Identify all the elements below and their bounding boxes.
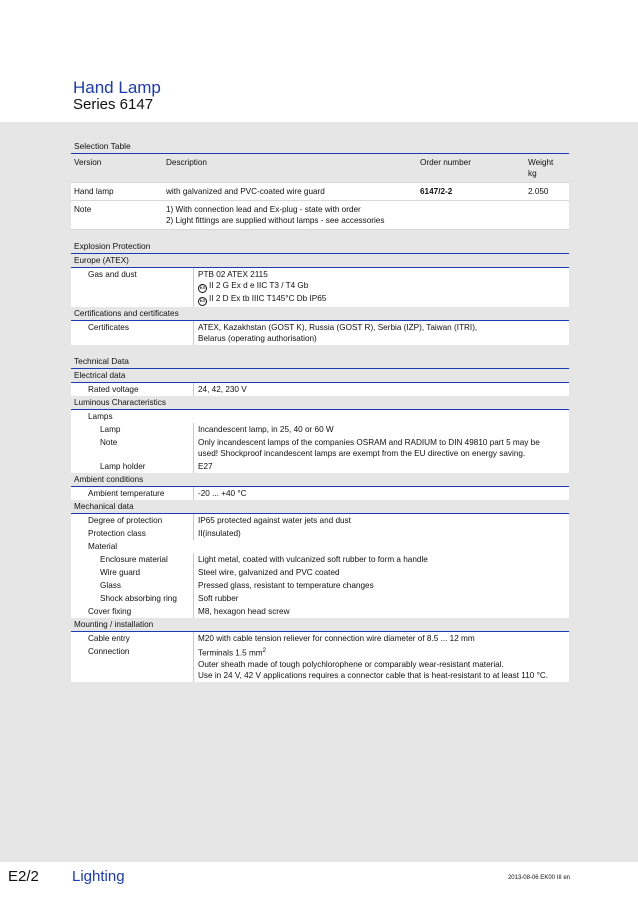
glass-row <box>71 579 569 592</box>
lamps-row <box>71 410 569 423</box>
group-ambient: Ambient conditions <box>71 473 569 487</box>
note-line-1: 1) With connection lead and Ex-plug - state with order <box>166 205 361 214</box>
wire-guard-label: Wire guard <box>100 568 141 577</box>
group-luminous: Luminous Characteristics <box>71 396 569 410</box>
shock-ring-value: Soft rubber <box>193 592 569 605</box>
connection-superscript: 2 <box>262 648 266 654</box>
certificates-label: Certificates <box>88 323 129 332</box>
lamp-note-line-2: used! Shockproof incandescent lamps are exempt from the EU directive on energy saving. <box>198 449 526 458</box>
lamp-note-line-1: Only incandescent lamps of the companies OSRAM and RADIUM to DIN 49810 part 5 may be <box>198 438 540 447</box>
lamps-label: Lamps <box>88 412 113 421</box>
page-title: Hand Lamp <box>73 78 161 97</box>
gas-marking: II 2 G Ex d e IIC T3 / T4 Gb <box>209 281 309 290</box>
lamp-holder-row <box>71 460 569 473</box>
certificates-row <box>71 321 569 345</box>
cover-fixing-label: Cover fixing <box>88 607 132 616</box>
row-description: with galvanized and PVC-coated wire guard <box>166 187 325 196</box>
connection-row <box>71 645 569 682</box>
rated-voltage-value: 24, 42, 230 V <box>193 383 569 396</box>
certificates-line-2: Belarus (operating authorisation) <box>198 334 317 343</box>
group-electrical: Electrical data <box>71 369 569 383</box>
group-mechanical: Mechanical data <box>71 500 569 514</box>
dust-marking-line <box>198 293 565 306</box>
enclosure-label: Enclosure material <box>100 555 168 564</box>
page-header <box>0 0 638 122</box>
gas-dust-label: Gas and dust <box>88 270 137 279</box>
lamp-note-label: Note <box>100 438 118 447</box>
connection-terminals: Terminals 1.5 mm <box>198 648 263 658</box>
col-weight <box>525 154 569 182</box>
connection-line-3: Use in 24 V, 42 V applications requires a connector cable that is heat-resistant to at least 110 °C. <box>198 670 549 680</box>
connection-label: Connection <box>88 647 130 656</box>
lamp-row <box>71 423 569 436</box>
ambient-temp-value: -20 ... +40 °C <box>193 487 569 500</box>
ex-icon: Ex <box>199 285 206 291</box>
lamp-holder-label: Lamp holder <box>100 462 146 471</box>
group-europe-atex: Europe (ATEX) <box>71 254 569 268</box>
lamp-holder-value: E27 <box>193 460 569 473</box>
material-row <box>71 540 569 553</box>
protection-degree-value: IP65 protected against water jets and dust <box>193 514 569 527</box>
cover-fixing-value: M8, hexagon head screw <box>193 605 569 618</box>
shock-ring-row <box>71 592 569 605</box>
enclosure-value: Light metal, coated with vulcanized soft rubber to form a handle <box>193 553 569 566</box>
col-order-number: Order number <box>420 158 471 167</box>
gas-marking-line <box>198 280 565 293</box>
protection-class-value: II(insulated) <box>193 527 569 540</box>
lamp-value: Incandescent lamp, in 25, 40 or 60 W <box>193 423 569 436</box>
lamp-label: Lamp <box>100 425 121 434</box>
rated-voltage-label: Rated voltage <box>88 385 139 394</box>
selection-table-title: Selection Table <box>71 138 569 154</box>
connection-line-2: Outer sheath made of tough polychlorophene or comparably wear-resistant material. <box>198 659 504 669</box>
rated-voltage-row <box>71 383 569 396</box>
footer-category: Lighting <box>72 868 125 885</box>
selection-table-header <box>71 154 569 183</box>
row-weight: 2.050 <box>528 187 549 196</box>
material-value <box>193 540 569 553</box>
datasheet <box>71 138 569 682</box>
wire-guard-value: Steel wire, galvanized and PVC coated <box>193 566 569 579</box>
glass-value: Pressed glass, resistant to temperature changes <box>193 579 569 592</box>
note-row <box>71 201 569 230</box>
enclosure-row <box>71 553 569 566</box>
group-mounting: Mounting / installation <box>71 618 569 632</box>
row-version: Hand lamp <box>74 187 114 196</box>
note-line-2: 2) Light fittings are supplied without lamps - see accessories <box>166 216 385 225</box>
explosion-protection-title: Explosion Protection <box>71 238 569 254</box>
table-row <box>71 183 569 201</box>
ambient-temp-row <box>71 487 569 500</box>
glass-label: Glass <box>100 581 121 590</box>
technical-data-title: Technical Data <box>71 353 569 369</box>
group-certifications: Certifications and certificates <box>71 307 569 321</box>
dust-marking: II 2 D Ex tb IIIC T145°C Db IP65 <box>209 294 327 303</box>
certificates-line-1: ATEX, Kazakhstan (GOST K), Russia (GOST R), Serbia (IZP), Taiwan (ITRI), <box>198 323 478 332</box>
cover-fixing-row <box>71 605 569 618</box>
protection-class-row <box>71 527 569 540</box>
protection-degree-label: Degree of protection <box>88 516 163 525</box>
note-text <box>163 201 569 229</box>
col-description: Description <box>166 158 207 167</box>
cable-entry-value: M20 with cable tension reliever for connection wire diameter of 8.5 ... 12 mm <box>193 632 569 645</box>
wire-guard-row <box>71 566 569 579</box>
shock-ring-label: Shock absorbing ring <box>100 594 177 603</box>
protection-degree-row <box>71 514 569 527</box>
cable-entry-row <box>71 632 569 645</box>
lamps-value <box>193 410 569 423</box>
col-weight-unit: kg <box>528 169 537 178</box>
note-label: Note <box>74 205 92 214</box>
col-weight-label: Weight <box>528 158 554 167</box>
footer-code: 2013-08-06 EK00 III en <box>507 875 570 881</box>
certificates-values <box>193 321 569 345</box>
lamp-note-row <box>71 436 569 460</box>
page-number: E2/2 <box>8 868 39 885</box>
gas-dust-values <box>193 268 569 307</box>
cable-entry-label: Cable entry <box>88 634 130 643</box>
ambient-temp-label: Ambient temperature <box>88 489 165 498</box>
col-version: Version <box>74 158 102 167</box>
connection-values <box>193 645 569 682</box>
gas-dust-row <box>71 268 569 307</box>
protection-class-label: Protection class <box>88 529 146 538</box>
ex-icon: Ex <box>199 298 206 304</box>
page-subtitle: Series 6147 <box>73 96 154 113</box>
connection-line-1 <box>198 646 565 659</box>
row-order-number: 6147/2-2 <box>420 187 453 196</box>
material-label: Material <box>88 542 118 551</box>
ptb-certificate: PTB 02 ATEX 2115 <box>198 270 268 279</box>
lamp-note-values <box>193 436 569 460</box>
